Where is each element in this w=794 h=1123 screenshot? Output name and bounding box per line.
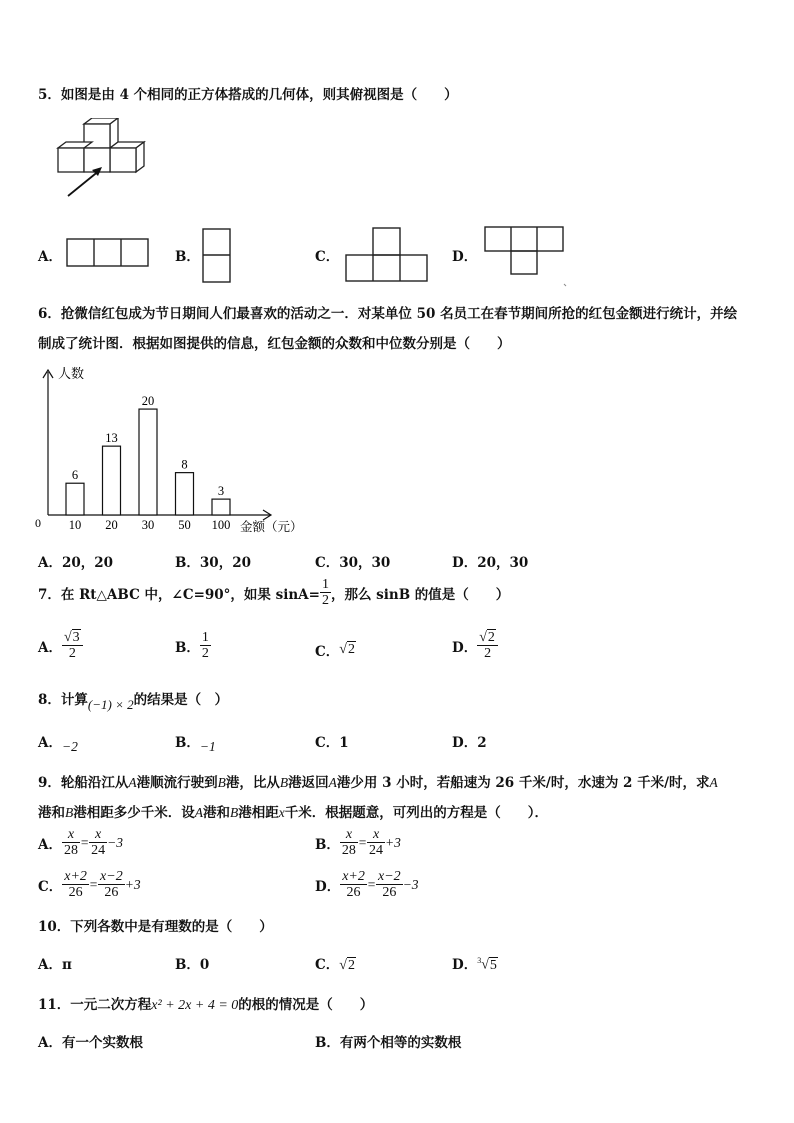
- x-tick-label: 100: [211, 518, 231, 532]
- q6-option-a: A．20，20: [38, 555, 114, 571]
- q5-option-b-label: B．: [175, 249, 200, 265]
- bar-value-label: 6: [71, 468, 79, 483]
- q8-option-a: A．−2: [38, 735, 78, 754]
- q6-option-d: D．20，30: [452, 555, 529, 571]
- bar-50: [176, 473, 194, 515]
- q9-option-c: C． $\frac{x+2}{26}$ = $\frac{x-2}{26}$ +3: [38, 869, 141, 900]
- x-tick-label: 10: [68, 518, 82, 532]
- q10-option-a: A．π: [38, 957, 72, 973]
- q11-line: 11．一元二次方程x² + 2x + 4 = 0的根的情况是（ ）: [38, 997, 374, 1013]
- x-tick-label: 50: [178, 518, 191, 532]
- q8-expression: (−1) × 2: [87, 697, 134, 712]
- q11-equation: x² + 2x + 4 = 0: [151, 998, 239, 1013]
- y-axis-label: 人数: [58, 366, 85, 381]
- bar-value-label: 8: [181, 457, 188, 472]
- q6-text-line2: 制成了统计图．根据如图提供的信息，红包金额的众数和中位数分别是（ ）: [38, 336, 511, 352]
- q5-option-c-figure: [345, 227, 429, 283]
- q9-text-line2: 港和B港相距多少千米．设A港和B港相距x千米．根据题意，可列出的方程是（ ）．: [38, 805, 548, 821]
- bar-10: [66, 483, 84, 515]
- q9-text-line1: 9．轮船沿江从A港顺流行驶到B港，比从B港返回A港少用 3 小时，若船速为 26 千米/时，水速为 2 千米/时，求A: [38, 775, 718, 791]
- q5-option-d-label: D．: [452, 249, 478, 265]
- bar-value-label: 20: [141, 394, 155, 409]
- x-axis-label: 金额（元）: [240, 520, 303, 534]
- q9-option-b: B． $\frac{x}{28}$ = $\frac{x}{24}$ +3: [315, 827, 401, 858]
- bar-value-label: 3: [217, 484, 225, 499]
- q7-prefix: 7．在 Rt△ABC 中，∠C=90°，如果 sinA=: [38, 586, 320, 603]
- bar-30: [139, 409, 157, 515]
- bar-chart: [30, 364, 320, 542]
- q5-option-a-figure: [66, 238, 150, 268]
- x-tick-label: 30: [141, 518, 155, 532]
- q7-option-c: C． √2: [315, 642, 355, 660]
- q7-fraction: $\frac{1}{2}$: [321, 577, 329, 608]
- q9-option-d: D． $\frac{x+2}{26}$ = $\frac{x-2}{26}$ −3: [315, 869, 419, 900]
- q10-option-d: D．$^3$√5: [452, 956, 497, 973]
- q7-option-d: D． $\frac{√2}{2}$: [452, 630, 498, 661]
- q5-solid-figure: [48, 118, 168, 210]
- q9-option-a: A． $\frac{x}{28}$ = $\frac{x}{24}$ −3: [38, 827, 123, 858]
- q10-text: 10．下列各数中是有理数的是（ ）: [38, 919, 273, 935]
- x-tick-label: 20: [105, 518, 118, 532]
- q11-option-b: B．有两个相等的实数根: [315, 1035, 462, 1051]
- q8-option-b: B．−1: [175, 735, 216, 754]
- q7-line: [38, 577, 509, 608]
- q7-option-a: A． $\frac{√3}{2}$: [38, 630, 83, 661]
- q6-option-b: B．30，20: [175, 555, 251, 571]
- q7-option-b: B． $\frac{1}{2}$: [175, 630, 209, 661]
- q8-line: 8．计算(−1) × 2的结果是（ ）: [38, 692, 229, 712]
- q5-option-b-figure: [202, 228, 232, 284]
- bar-value-label: 13: [105, 431, 118, 446]
- q6-text-line1: 6．抢微信红包成为节日期间人们最喜欢的活动之一．对某单位 50 名员工在春节期间所抢的红包金额进行统计，并绘: [38, 306, 738, 322]
- q11-option-a: A．有一个实数根: [38, 1035, 143, 1051]
- q8-option-d: D．2: [452, 735, 487, 751]
- q10-option-b: B．0: [175, 957, 210, 973]
- q8-option-c: C．1: [315, 735, 349, 751]
- q5-option-d-figure: [484, 226, 568, 290]
- q10-option-c: C．√2: [315, 957, 355, 973]
- q7-suffix: ，那么 sinB 的值是（ ）: [330, 586, 510, 603]
- origin-label: 0: [35, 516, 41, 530]
- bar-20: [103, 446, 121, 515]
- q5-option-c-label: C．: [315, 249, 340, 265]
- bar-100: [212, 499, 230, 515]
- q5-text: 5．如图是由 4 个相同的正方体搭成的几何体，则其俯视图是（ ）: [38, 87, 458, 103]
- q6-option-c: C．30，30: [315, 555, 391, 571]
- q5-option-a-label: A．: [38, 249, 62, 265]
